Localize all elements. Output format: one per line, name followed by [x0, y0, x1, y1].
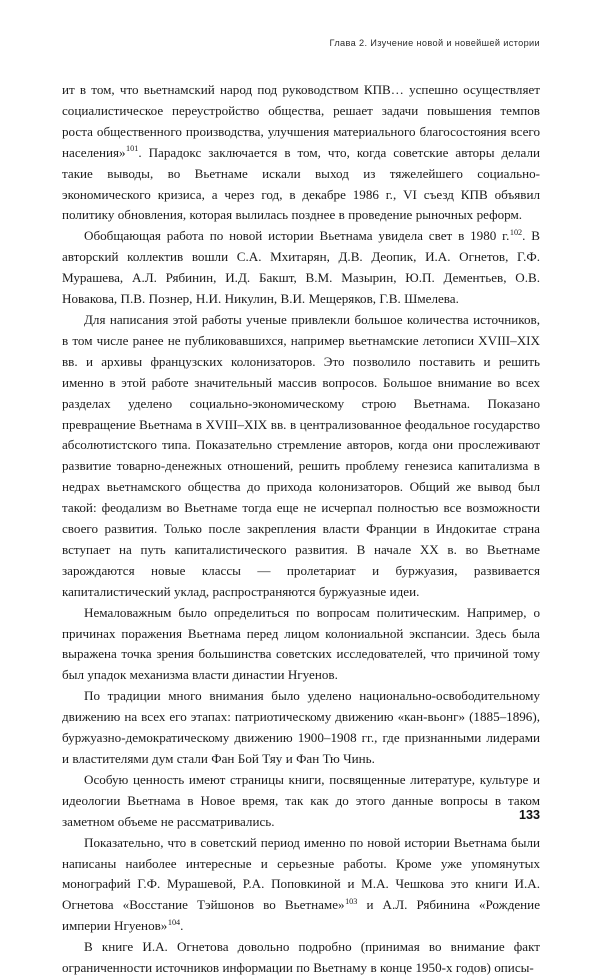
paragraph-v-knige-ognetova — [62, 937, 540, 979]
paragraph-continuation-kpv — [62, 80, 540, 226]
page-number: 133 — [518, 808, 540, 822]
footnote-reference-102[interactable]: 102 — [509, 227, 523, 237]
paragraph-po-traditsii — [62, 686, 540, 770]
paragraph-text-tail: . Парадокс заключается в том, что, когда советские авторы делали такие выводы, во Вьетнаме искали выход из тяжелейшего социально-экономического кризиса, а через год, в декабре 1986 г., VI съезд КПВ объявил политику обновления, которая вылилась позднее в проведение рыночных реформ. — [62, 144, 540, 223]
paragraph-text: Особую ценность имеют страницы книги, посвященные литературе, культуре и идеологии Вьетнама в Новое время, так как до этого данные вопросы в таком заметном объеме не рассматривались. — [62, 771, 540, 829]
footnote-reference-101[interactable]: 101 — [126, 144, 139, 154]
paragraph-text: Немаловажным было определиться по вопросам политическим. Например, о причинах поражения Вьетнама перед лицом колониальной экспансии. Здесь была выражена точка зрения большинства советских исследователей, что причиной тому был упадок механизма власти династии Нгуенов. — [62, 604, 540, 683]
footnote-reference-103[interactable]: 103 — [345, 896, 358, 906]
paragraph-text-middle: и А.Л. Рябинина «Рождение империи Нгуенов» — [62, 897, 541, 934]
paragraph-text: Показательно, что в советский период именно по новой истории Вьетнама были написаны наиболее интересные и серьезные работы. Кроме уже упомянутых монографий Г.Ф. Мурашевой, Р.А. Поповкиной и М.А. Чешкова это книги И.А. Огнетова «Восстание Тэйшонов во Вьетнаме» — [62, 834, 540, 913]
running-head: Глава 2. Изучение новой и новейшей истории — [329, 38, 540, 48]
paragraph-text: ит в том, что вьетнамский народ под руководством КПВ… успешно осуществляет социалистическое переустройство общества, решает задачи повышения темпов роста общественного производства, улучшения материального благосостояния всего населения» — [62, 82, 540, 160]
footnote-reference-104[interactable]: 104 — [167, 917, 181, 927]
paragraph-osobuyu-tsennost — [62, 770, 540, 833]
paragraph-nemalovazhnym — [62, 603, 540, 687]
paragraph-text: По традиции много внимания было уделено национально-освободительному движению на всех его этапах: патриотическому движению «кан-вьонг» (1885–1896), буржуазно-демократическому движению 1900–1908 гг., где признанными лидерами и властителями дум стали Фан Бой Тяу и Фан Тю Чинь. — [62, 688, 540, 766]
paragraph-obobshchayushchaya-rabota — [62, 226, 540, 310]
paragraph-dlya-napisaniya — [62, 310, 540, 603]
paragraph-text-tail: . В авторский коллектив вошли С.А. Мхитарян, Д.В. Деопик, И.А. Огнетов, Г.Ф. Мурашева, А.Л. Рябинин, И.Д. Бакшт, В.М. Мазырин, Ю.П. Дементьев, О.В. Новакова, П.В. Познер, Н.И. Никулин, В.И. Мещеряков, Г.В. Шмелева. — [62, 228, 540, 307]
body-text-block — [62, 80, 540, 979]
paragraph-text-tail: . — [180, 918, 184, 934]
paragraph-text: Для написания этой работы ученые привлекли большое количества источников, в том числе ранее не публиковавшихся, например вьетнамские летописи XVIII–XIX вв. и архивы французских колонизаторов. Это позволило поставить и решить именно в этой работе значительный массив вопросов. Большое внимание во всех разделах уделено социально-экономическому строю Вьетнама. Показано превращение Вьетнама в XVIII–XIX вв. в централизованное феодальное государство абсолютистского типа. Показательно стремление авторов, когда они прослеживают развитие товарно-денежных отношений, решить проблему генезиса капитализма в недрах вьетнамского общества до прихода колонизаторов. Общий же вывод был такой: феодализм во Вьетнаме тогда еще не исчерпал полностью все возможности своего развития. Только после закрепления власти Франции в Индокитае страна вступает на путь капиталистического развития. В начале XX в. во Вьетнаме зарождаются новые классы — пролетариат и буржуазия, развивается капиталистический уклад, распространяются буржуазные идеи. — [62, 311, 540, 599]
paragraph-text: В книге И.А. Огнетова довольно подробно (принимая во внимание факт ограниченности источников информации по Вьетнаму в конце 1950-х годов) описы- — [62, 939, 540, 976]
paragraph-pokazatelno — [62, 833, 540, 938]
paragraph-text: Обобщающая работа по новой истории Вьетнама увидела свет в 1980 г. — [84, 228, 510, 244]
